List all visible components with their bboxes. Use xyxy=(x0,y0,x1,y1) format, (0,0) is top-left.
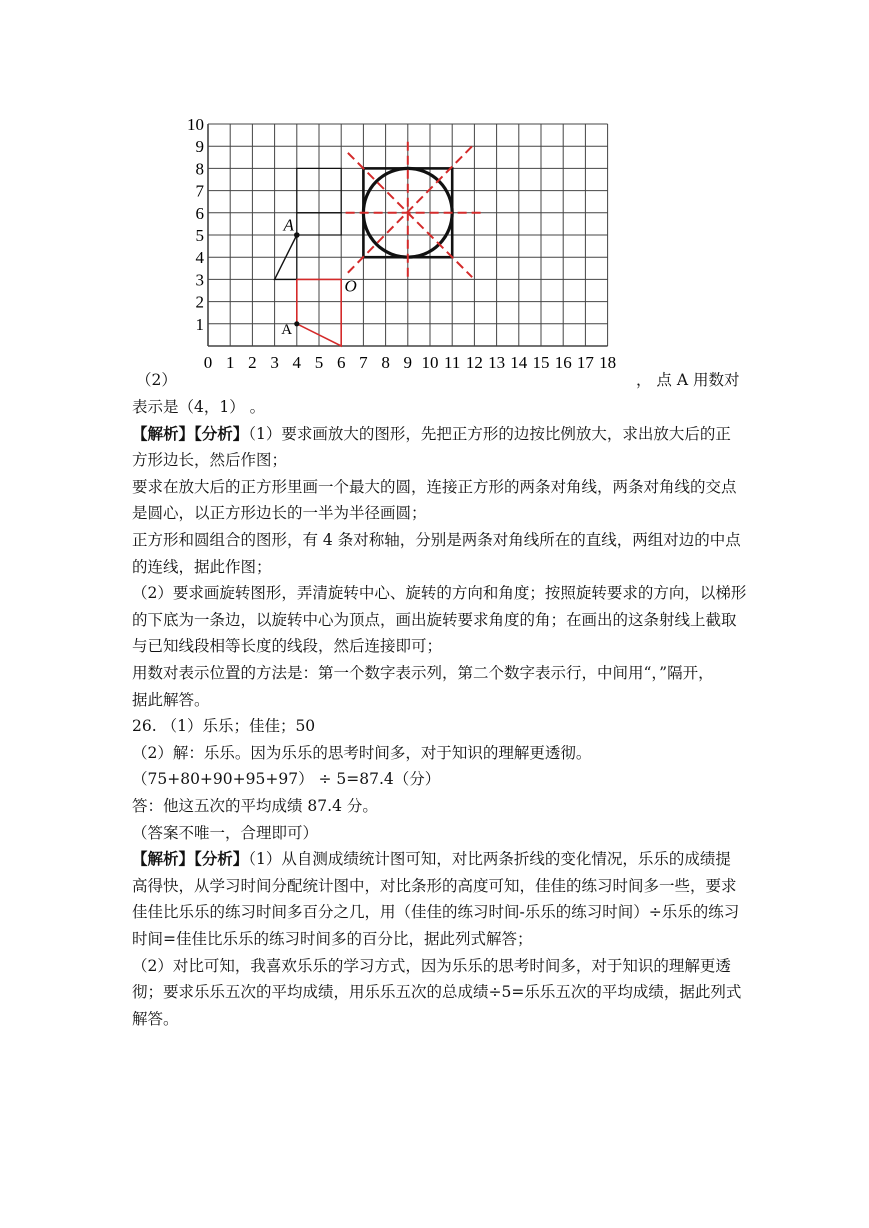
x-tick-label: 12 xyxy=(465,353,483,372)
x-tick-label: 4 xyxy=(292,353,302,372)
part-2-label: （2） xyxy=(136,371,177,389)
text-line: 用数对表示位置的方法是：第一个数字表示列，第二个数字表示行，中间用“，”隔开， xyxy=(132,664,714,682)
grid-figure xyxy=(140,108,640,380)
y-tick-label: 8 xyxy=(195,159,204,179)
y-tick-label: 4 xyxy=(195,248,204,268)
text-line: （2）对比可知，我喜欢乐乐的学习方式，因为乐乐的思考时间多，对于知识的理解更透 xyxy=(132,956,731,975)
point-a xyxy=(294,232,300,238)
text-line: （2）要求画旋转图形，弄清旋转中心、旋转的方向和角度；按照旋转要求的方向，以梯形 xyxy=(132,584,747,603)
text-line xyxy=(132,846,744,872)
text-line: 彻；要求乐乐五次的平均成绩，用乐乐五次的总成绩÷5=乐乐五次的平均成绩，据此列式 xyxy=(132,983,742,1002)
point-o-label: O xyxy=(344,276,357,296)
text-line: （答案不唯一，合理即可） xyxy=(132,823,319,842)
text-line xyxy=(132,421,744,447)
text-line: （75+80+90+95+97） ÷ 5=87.4（分） xyxy=(132,770,441,789)
figure-shapes xyxy=(275,142,481,346)
x-tick-label: 3 xyxy=(270,353,279,372)
text-line: 高得快，从学习时间分配统计图中，对比条形的高度可知，佳佳的练习时间多一些，要求 xyxy=(132,876,737,895)
text-line: 26. （1）乐乐；佳佳；50 xyxy=(132,717,316,736)
text-line: 表示是（4，1） 。 xyxy=(132,398,266,416)
x-tick-label: 1 xyxy=(225,353,235,372)
analysis-tag: 【解析】【分析】 xyxy=(132,849,249,869)
text-line: 时间=佳佳比乐乐的练习时间多的百分比，据此列式解答； xyxy=(132,930,533,948)
text-line: 解答。 xyxy=(132,1009,179,1028)
y-tick-label: 10 xyxy=(187,115,204,134)
y-tick-label: 7 xyxy=(195,181,204,201)
y-tick-label: 6 xyxy=(195,203,204,223)
y-tick-label: 3 xyxy=(195,270,204,290)
text-line: 与已知线段相等长度的线段，然后连接即可； xyxy=(132,637,443,656)
x-tick-label: 15 xyxy=(532,353,550,372)
x-tick-label: 8 xyxy=(381,353,390,372)
x-tick-label: 11 xyxy=(444,353,461,372)
x-tick-label: 16 xyxy=(554,353,572,372)
x-tick-label: 7 xyxy=(359,353,368,372)
x-tick-label: 2 xyxy=(248,353,257,372)
x-tick-label: 17 xyxy=(576,353,594,372)
x-tick-label: 10 xyxy=(421,353,439,372)
text-line: 正方形和圆组合的图形，有 4 条对称轴，分别是两条对角线所在的直线，两组对边的中点 xyxy=(132,531,741,549)
y-tick-label: 1 xyxy=(195,314,204,334)
text-line: 的连线，据此作图； xyxy=(132,557,272,576)
analysis-tag: 【解析】【分析】 xyxy=(132,423,249,443)
text-line: 的下底为一条边，以旋转中心为顶点，画出旋转要求角度的角；在画出的这条射线上截取 xyxy=(132,610,737,629)
text-line: （2）解：乐乐。因为乐乐的思考时间多，对于知识的理解更透彻。 xyxy=(132,743,592,762)
x-tick-label: 5 xyxy=(314,353,324,372)
point-a-rotated xyxy=(294,321,299,326)
text-line: 方形边长，然后作图； xyxy=(132,451,288,470)
text-line-body: （1）从自测成绩统计图可知，对比两条折线的变化情况，乐乐的成绩提 xyxy=(248,850,731,869)
y-tick-label: 5 xyxy=(195,226,204,245)
text-line: 是圆心，以正方形边长的一半为半径画圆； xyxy=(132,504,427,523)
text-line: 答：他这五次的平均成绩 87.4 分。 xyxy=(132,797,378,815)
point-a-rotated-label: A xyxy=(281,321,293,338)
part-2-trailing-text: ， 点 A 用数对 xyxy=(636,371,740,389)
x-tick-label: 14 xyxy=(510,353,528,372)
x-tick-label: 6 xyxy=(336,353,346,372)
x-tick-label: 0 xyxy=(203,353,213,372)
x-tick-label: 18 xyxy=(599,353,617,372)
y-tick-label: 2 xyxy=(195,292,204,312)
x-tick-labels xyxy=(204,353,616,372)
x-tick-label: 9 xyxy=(403,353,413,372)
x-tick-label: 13 xyxy=(488,353,506,372)
text-line: 据此解答。 xyxy=(132,690,210,709)
y-tick-labels xyxy=(187,115,205,334)
point-a-label: A xyxy=(283,215,294,235)
text-line: 要求在放大后的正方形里画一个最大的圆，连接正方形的两条对角线，两条对角线的交点 xyxy=(132,477,737,496)
text-line-body: （1）要求画放大的图形，先把正方形的边按比例放大，求出放大后的正 xyxy=(248,424,731,443)
y-tick-label: 9 xyxy=(195,137,204,157)
text-line: 佳佳比乐乐的练习时间多百分之几，用（佳佳的练习时间-乐乐的练习时间）÷乐乐的练习 xyxy=(132,903,740,922)
